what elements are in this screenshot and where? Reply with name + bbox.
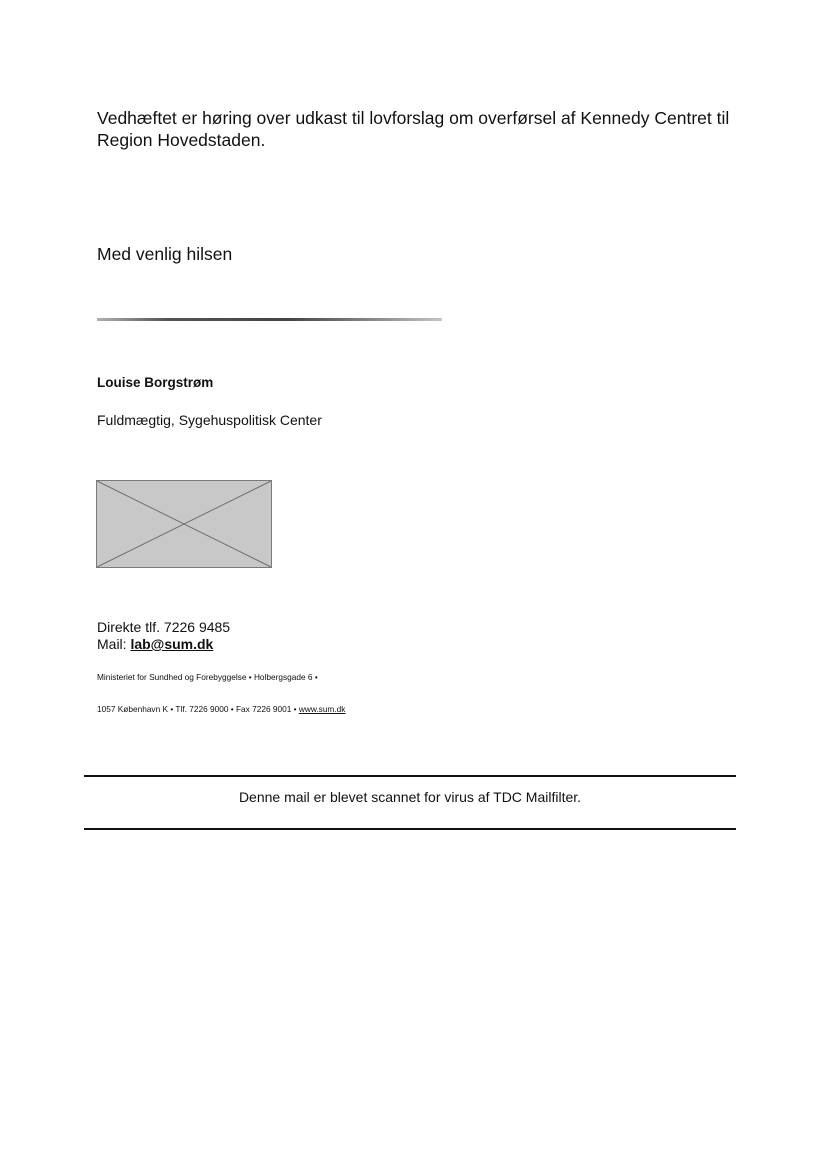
footer-divider-top [84,775,736,777]
virus-scan-disclaimer: Denne mail er blevet scannet for virus af TDC Mailfilter. [238,789,582,805]
org-address-line-1: Ministeriet for Sundhed og Forebyggelse • Holbergsgade 6 • [97,672,318,682]
intro-line-1: Vedhæftet er høring over udkast til lovforslag om overførsel af Kennedy Centret til [97,108,730,128]
closing-greeting: Med venlig hilsen [97,244,233,264]
signature-divider [97,318,442,321]
footer-divider-bottom [84,828,736,830]
direct-phone [97,619,230,635]
phone-label: Direkte tlf. [97,619,161,635]
intro-line-2: Region Hovedstaden. [97,130,266,150]
intro-text [97,107,737,151]
org-contact-text: 1057 København K • Tlf. 7226 9000 • Fax 7226 9001 • [97,704,297,714]
broken-image-icon [96,480,272,568]
org-address-line-2 [97,704,345,714]
mail-label: Mail: [97,636,127,652]
mail-line [97,636,213,652]
sender-title: Fuldmægtig, Sygehuspolitisk Center [97,412,322,428]
website-link[interactable]: www.sum.dk [298,704,346,714]
phone-number: 7226 9485 [163,619,231,635]
mail-link[interactable]: lab@sum.dk [130,636,214,652]
sender-name: Louise Borgstrøm [97,375,214,390]
